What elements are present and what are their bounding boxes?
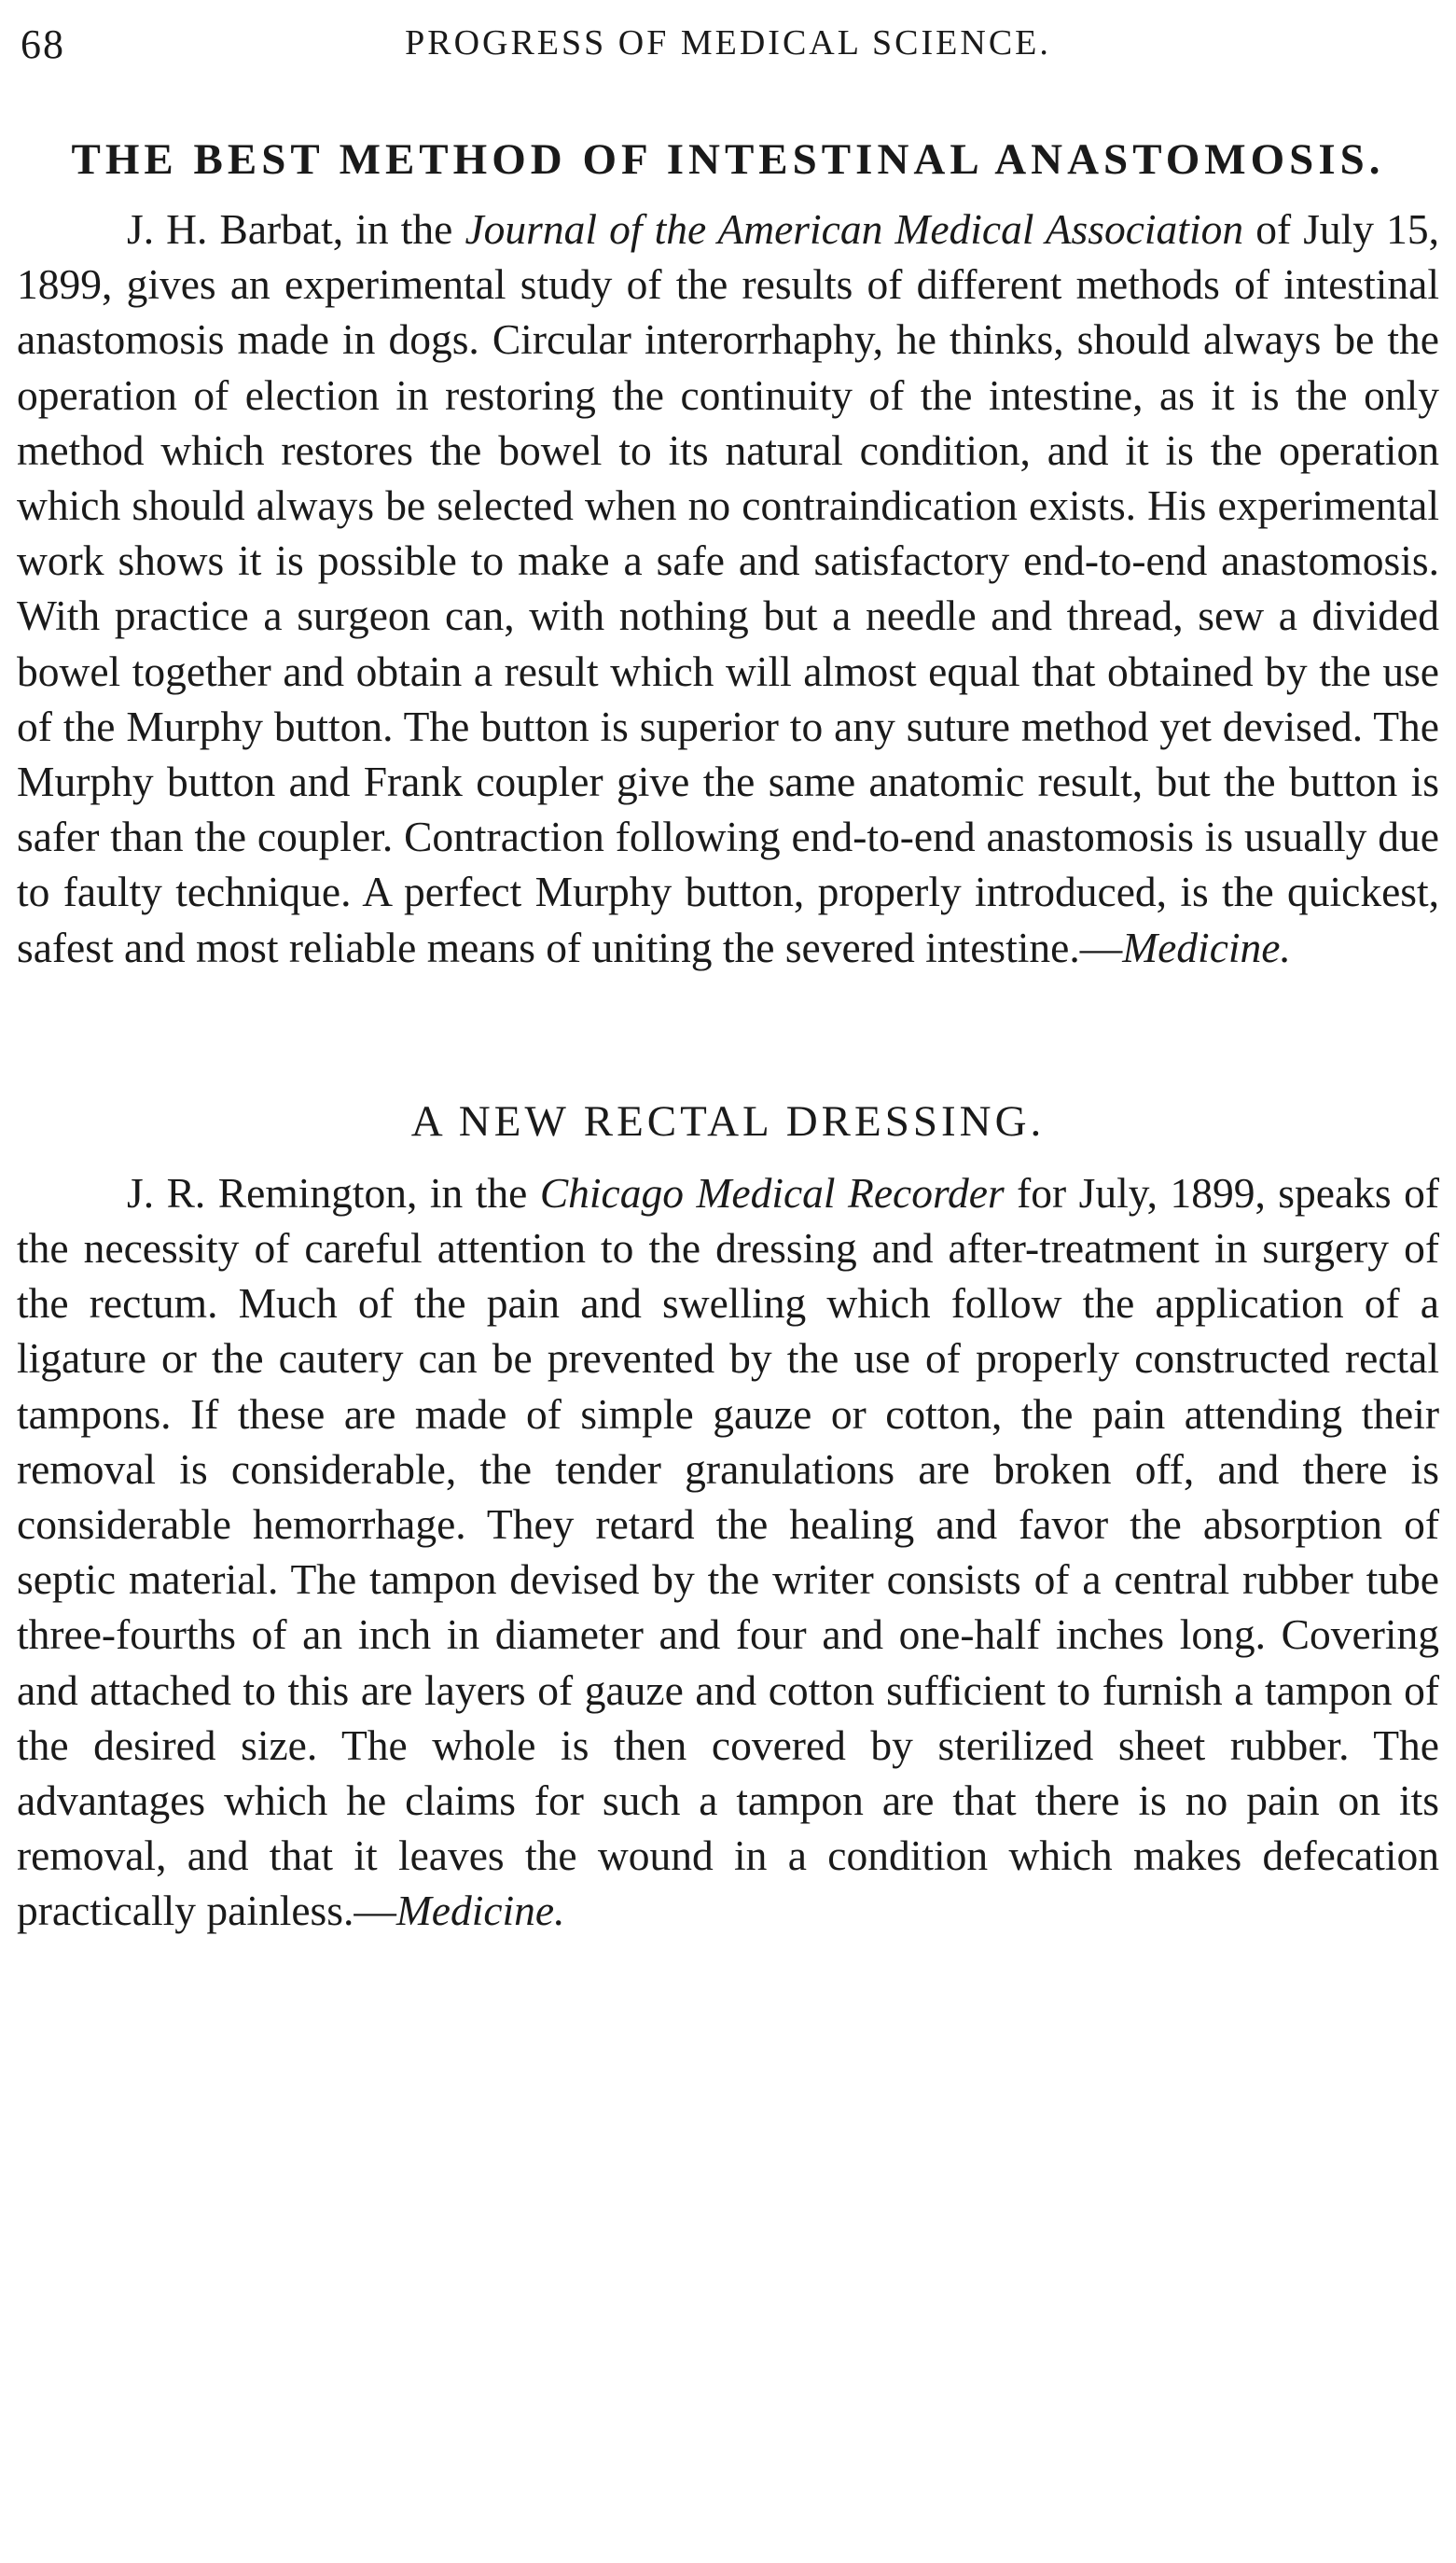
journal-name: Chicago Medical Recorder [539, 1168, 1005, 1217]
article-body [17, 1165, 1439, 1939]
author-lead: J. R. Remington, in the [127, 1168, 540, 1217]
page-number: 68 [21, 21, 65, 67]
article-rectal-dressing [17, 1094, 1439, 1939]
source-dash: — [354, 1887, 396, 1935]
source-dash: — [1079, 923, 1123, 971]
article-body [17, 202, 1439, 975]
source-citation: Medicine. [1122, 923, 1291, 971]
author-lead: J. H. Barbat, in the [127, 205, 465, 253]
source-citation: Medicine. [395, 1887, 565, 1935]
article-title: THE BEST METHOD OF INTESTINAL ANASTOMOSIS. [71, 135, 1385, 184]
journal-name: Journal of the American Medical Association [465, 205, 1244, 253]
running-head [17, 21, 1439, 73]
body-text: of July 15, 1899, gives an experimental study of the results of different methods of intestinal anastomosis made in dogs. Circular interorrhaphy, he thinks, should always be the operation of election in restoring the continuity of the intestine, as it is the only method which restores the bowel to its natural condition, and it is the operation which should always be selected when no contraindication exists. His experimental work shows it is possible to make a safe and satisfactory end-to-end anastomosis. With practice a surgeon can, with nothing but a needle and thread, sew a divided bowel together and obtain a result which will almost equal that obtained by the use of the Murphy button. The button is superior to any suture method yet devised. The Murphy button and Frank coupler give the same anatomic result, but the button is safer than the coupler. Contraction following end-to-end anastomosis is usually due to faulty technique. A perfect Murphy button, properly introduced, is the quickest, safest and most reliable means of uniting the severed intestine. [17, 205, 1440, 971]
running-title: PROGRESS OF MEDICAL SCIENCE. [405, 23, 1051, 63]
article-title: A NEW RECTAL DRESSING. [410, 1096, 1046, 1146]
article-intestinal-anastomosis [17, 132, 1439, 975]
body-text: for July, 1899, speaks of the necessity of careful attention to the dressing and after-treatment in surgery of the rectum. Much of the pain and swelling which follow the application of a ligature or the cautery can be prevented by the use of properly constructed rectal tampons. If these are made of simple gauze or cotton, the pain attending their removal is considerable, the tender granulations are broken off, and there is considerable hemorrhage. They retard the healing and favor the absorption of septic material. The tampon devised by the writer consists of a central rubber tube three-fourths of an inch in diameter and four and one-half inches long. Covering and attached to this are layers of gauze and cotton sufficient to furnish a tampon of the desired size. The whole is then covered by sterilized sheet rubber. The advantages which he claims for such a tampon are that there is no pain on its removal, and that it leaves the wound in a condition which makes defecation practically painless. [17, 1168, 1439, 1935]
